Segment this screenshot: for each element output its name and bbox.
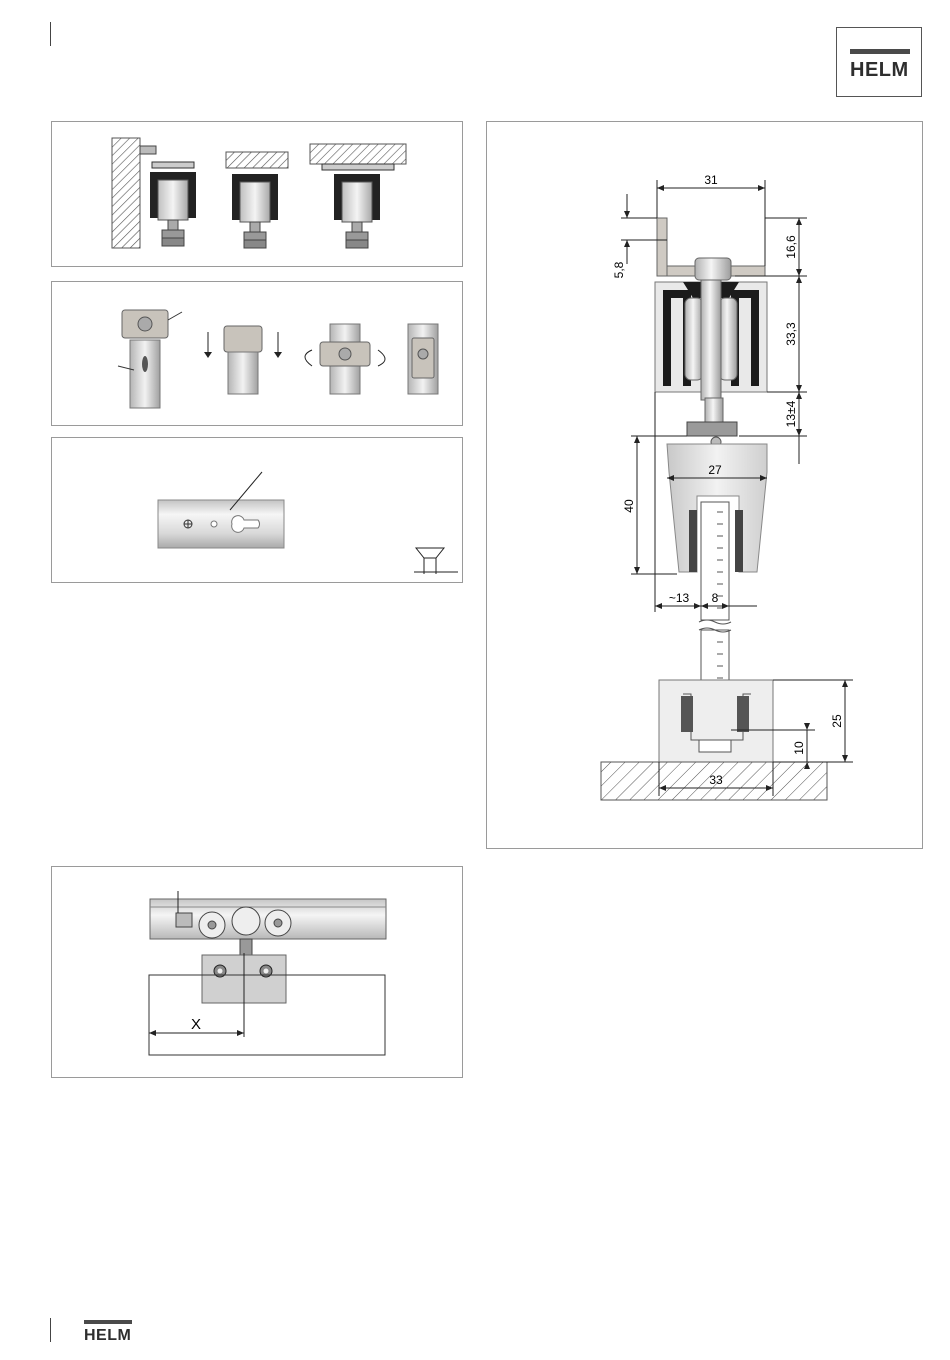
footer-logo-bar (84, 1320, 132, 1324)
mounting-options-diagram (52, 122, 464, 268)
page-mark-top (50, 22, 51, 46)
logo-bar (850, 49, 910, 54)
dim-track-height: 33,3 (784, 322, 798, 346)
bracket-assembly-diagram (52, 282, 464, 427)
dim-guide-depth: 10 (792, 741, 806, 755)
dim-adjustment: 13±4 (784, 400, 798, 428)
footer-logo-text: HELM (84, 1327, 132, 1344)
dim-bracket-width: 31 (704, 173, 718, 187)
track-profile (158, 472, 284, 548)
footer-logo (84, 1320, 144, 1348)
dim-offset: ~13 (668, 591, 690, 605)
x-label: X (190, 1016, 202, 1033)
x-arrow-left (149, 1030, 156, 1036)
door-position-diagram (52, 867, 464, 1079)
door-position-panel (51, 866, 463, 1078)
brand-logo (836, 27, 922, 97)
bracket-assembly-panel (51, 281, 463, 426)
assembly-step-4 (408, 324, 438, 394)
dim-hanger-height: 40 (622, 499, 636, 513)
assembly-step-1 (118, 310, 182, 408)
dim-bracket-height: 16,6 (784, 235, 798, 259)
dim-guide-height: 25 (830, 714, 844, 728)
ceiling-bracket-variant (310, 144, 406, 248)
trolley-wheels (685, 258, 737, 400)
adjustment-bolt (687, 398, 737, 447)
cross-section-diagram (487, 122, 924, 850)
dim-guide-width: 33 (709, 773, 723, 787)
floor-guide (659, 680, 773, 762)
wall-mount-variant (112, 138, 196, 248)
dim-door-thickness: 8 (711, 591, 719, 605)
track-profile-diagram (52, 438, 464, 584)
assembly-step-3 (305, 324, 385, 394)
x-arrow-right (237, 1030, 244, 1036)
track-profile-panel (51, 437, 463, 583)
dim-bracket-thickness: 5,8 (612, 261, 626, 279)
cross-section-panel (486, 121, 923, 849)
countersunk-screw-icon (414, 548, 458, 574)
ceiling-mount-variant (226, 152, 288, 248)
dim-hanger-width: 27 (708, 463, 722, 477)
logo-text: HELM (850, 59, 909, 81)
assembly-step-2 (204, 326, 282, 394)
page-mark-bottom (50, 1318, 51, 1342)
mounting-options-panel (51, 121, 463, 267)
